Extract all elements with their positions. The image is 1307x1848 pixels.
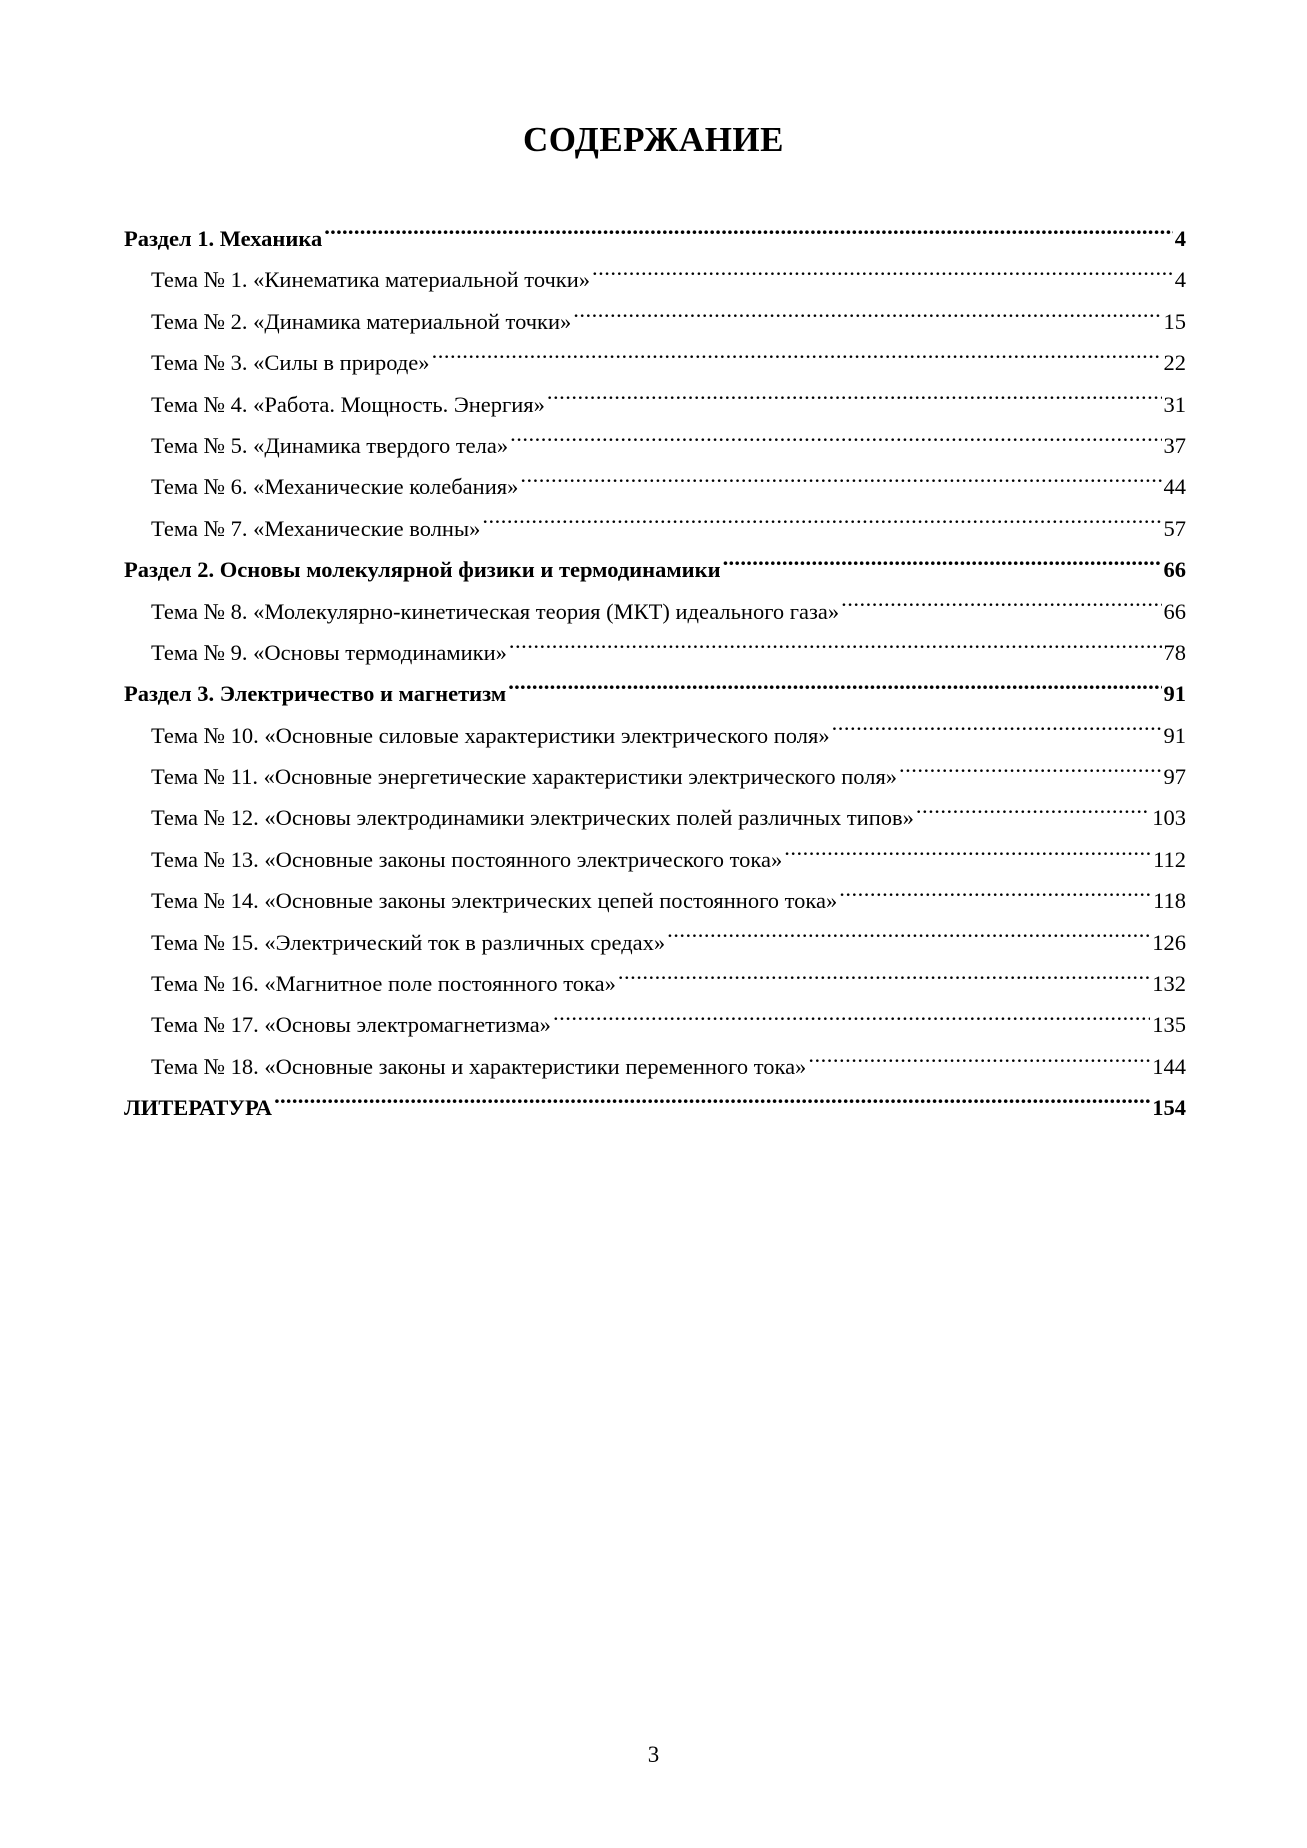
toc-entry-label: ЛИТЕРАТУРА bbox=[124, 1095, 273, 1121]
toc-entry-label: Тема № 6. «Механические колебания» bbox=[151, 474, 519, 500]
toc-dot-leader bbox=[841, 596, 1161, 619]
toc-topic-entry[interactable] bbox=[124, 259, 1186, 300]
toc-entry-label: Тема № 13. «Основные законы постоянного электрического тока» bbox=[151, 846, 783, 872]
toc-entry-label: Тема № 8. «Молекулярно-кинетическая теория (МКТ) идеального газа» bbox=[151, 598, 840, 624]
toc-section-entry[interactable] bbox=[124, 218, 1186, 259]
toc-dot-leader bbox=[784, 844, 1151, 867]
toc-entry-page-number: 31 bbox=[1163, 391, 1186, 417]
toc-dot-leader bbox=[916, 803, 1150, 826]
toc-topic-entry[interactable] bbox=[124, 839, 1186, 880]
toc-entry-label: Тема № 15. «Электрический ток в различных средах» bbox=[151, 929, 666, 955]
toc-entry-label: Тема № 10. «Основные силовые характеристики электрического поля» bbox=[151, 722, 830, 748]
toc-topic-entry[interactable] bbox=[124, 963, 1186, 1004]
toc-dot-leader bbox=[899, 762, 1161, 785]
toc-dot-leader bbox=[667, 927, 1150, 950]
toc-section-entry[interactable] bbox=[124, 549, 1186, 590]
toc-dot-leader bbox=[553, 1010, 1150, 1033]
toc-dot-leader bbox=[547, 389, 1162, 412]
toc-entry-page-number: 118 bbox=[1153, 888, 1186, 914]
toc-entry-page-number: 15 bbox=[1163, 308, 1186, 334]
toc-entry-label: Раздел 2. Основы молекулярной физики и термодинамики bbox=[124, 557, 721, 583]
toc-dot-leader bbox=[618, 969, 1150, 992]
toc-dot-leader bbox=[573, 306, 1161, 329]
toc-entry-page-number: 144 bbox=[1152, 1053, 1186, 1079]
toc-entry-label: Тема № 7. «Механические волны» bbox=[151, 515, 481, 541]
toc-topic-entry[interactable] bbox=[124, 880, 1186, 921]
toc-entry-label: Тема № 4. «Работа. Мощность. Энергия» bbox=[151, 391, 545, 417]
toc-dot-leader bbox=[508, 679, 1161, 702]
toc-topic-entry[interactable] bbox=[124, 922, 1186, 963]
toc-dot-leader bbox=[509, 637, 1162, 660]
toc-entry-label: Тема № 2. «Динамика материальной точки» bbox=[151, 308, 572, 334]
toc-dot-leader bbox=[432, 348, 1162, 371]
toc-topic-entry[interactable] bbox=[124, 1046, 1186, 1087]
toc-dot-leader bbox=[520, 472, 1161, 495]
toc-entry-label: Тема № 17. «Основы электромагнетизма» bbox=[151, 1012, 551, 1038]
toc-entry-page-number: 126 bbox=[1152, 929, 1186, 955]
toc-entry-page-number: 97 bbox=[1163, 764, 1186, 790]
toc-topic-entry[interactable] bbox=[124, 466, 1186, 507]
toc-topic-entry[interactable] bbox=[124, 1004, 1186, 1045]
toc-entry-label: Тема № 18. «Основные законы и характеристики переменного тока» bbox=[151, 1053, 807, 1079]
toc-topic-entry[interactable] bbox=[124, 425, 1186, 466]
toc-entry-label: Тема № 14. «Основные законы электрических цепей постоянного тока» bbox=[151, 888, 838, 914]
toc-dot-leader bbox=[324, 224, 1173, 247]
toc-entry-page-number: 57 bbox=[1163, 515, 1186, 541]
toc-entry-page-number: 37 bbox=[1163, 432, 1186, 458]
toc-entry-label: Тема № 3. «Силы в природе» bbox=[151, 350, 430, 376]
toc-entry-page-number: 66 bbox=[1163, 598, 1186, 624]
page-title: СОДЕРЖАНИЕ bbox=[522, 120, 784, 159]
toc-topic-entry[interactable] bbox=[124, 342, 1186, 383]
toc-topic-entry[interactable] bbox=[124, 797, 1186, 838]
toc-topic-entry[interactable] bbox=[124, 715, 1186, 756]
toc-dot-leader bbox=[510, 430, 1161, 453]
toc-entry-label: Тема № 12. «Основы электродинамики электрических полей различных типов» bbox=[151, 805, 914, 831]
toc-entry-page-number: 91 bbox=[1163, 722, 1186, 748]
toc-topic-entry[interactable] bbox=[124, 301, 1186, 342]
toc-entry-label: Раздел 1. Механика bbox=[124, 226, 323, 251]
toc-entry-page-number: 4 bbox=[1174, 226, 1186, 251]
toc-dot-leader bbox=[274, 1093, 1150, 1116]
toc-section-entry[interactable] bbox=[124, 673, 1186, 714]
toc-dot-leader bbox=[723, 555, 1162, 578]
toc-dot-leader bbox=[482, 513, 1161, 536]
toc-entry-page-number: 132 bbox=[1152, 971, 1186, 997]
toc-entry-page-number: 91 bbox=[1163, 681, 1186, 707]
toc-entry-page-number: 135 bbox=[1152, 1012, 1186, 1038]
toc-dot-leader bbox=[808, 1051, 1150, 1074]
page-number: 3 bbox=[647, 1742, 660, 1767]
toc-entry-page-number: 78 bbox=[1163, 639, 1186, 665]
toc-entry-label: Тема № 16. «Магнитное поле постоянного тока» bbox=[151, 971, 616, 997]
toc-entry-page-number: 4 bbox=[1174, 267, 1186, 293]
toc-entry-page-number: 154 bbox=[1152, 1095, 1186, 1121]
toc-topic-entry[interactable] bbox=[124, 508, 1186, 549]
toc-topic-entry[interactable] bbox=[124, 756, 1186, 797]
toc-dot-leader bbox=[839, 886, 1151, 909]
toc-dot-leader bbox=[832, 720, 1162, 743]
toc-entry-page-number: 44 bbox=[1163, 474, 1186, 500]
toc-entry-label: Тема № 5. «Динамика твердого тела» bbox=[151, 432, 509, 458]
toc-entry-label: Тема № 11. «Основные энергетические характеристики электрического поля» bbox=[151, 764, 898, 790]
toc-entry-page-number: 66 bbox=[1163, 557, 1186, 583]
toc-entry-page-number: 112 bbox=[1153, 846, 1186, 872]
toc-topic-entry[interactable] bbox=[124, 384, 1186, 425]
toc-entry-page-number: 103 bbox=[1152, 805, 1186, 831]
toc-entry-label: Тема № 9. «Основы термодинамики» bbox=[151, 639, 507, 665]
toc-dot-leader bbox=[592, 265, 1173, 288]
toc-entry-page-number: 22 bbox=[1163, 350, 1186, 376]
toc-topic-entry[interactable] bbox=[124, 632, 1186, 673]
toc-topic-entry[interactable] bbox=[124, 591, 1186, 632]
toc-entry-label: Раздел 3. Электричество и магнетизм bbox=[124, 681, 507, 707]
toc-entry-label: Тема № 1. «Кинематика материальной точки» bbox=[151, 267, 591, 293]
table-of-contents bbox=[124, 218, 1186, 1129]
toc-section-entry[interactable] bbox=[124, 1087, 1186, 1128]
